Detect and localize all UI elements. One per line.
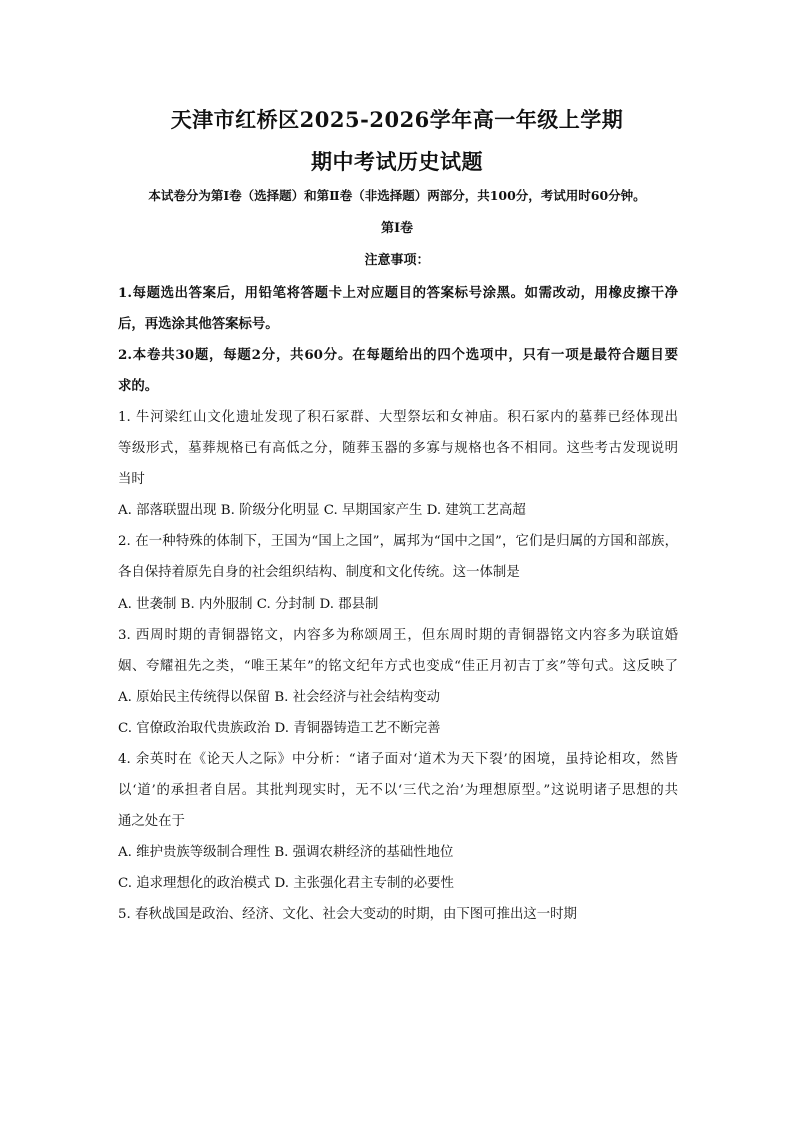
- question-1-options: A. 部落联盟出现 B. 阶级分化明显 C. 早期国家产生 D. 建筑工艺高超: [118, 503, 526, 518]
- notice-2-line-2: 求的。: [118, 378, 159, 394]
- question-2-options: A. 世袭制 B. 内外服制 C. 分封制 D. 郡县制: [118, 597, 379, 612]
- exam-title-line2: 期中考试历史试题: [311, 149, 483, 174]
- question-2-stem-line-2: 各自保持着原先自身的社会组织结构、制度和文化传统。这一体制是: [118, 565, 520, 580]
- question-4-stem-line-3: 通之处在于: [118, 814, 185, 829]
- exam-title-line1: 天津市红桥区2025-2026学年高一年级上学期: [170, 107, 624, 132]
- notice-1-line-1: 1.每题选出答案后，用铅笔将答题卡上对应题目的答案标号涂黑。如需改动，用橡皮擦干净: [118, 285, 678, 301]
- question-3-stem-line-1: 3. 西周时期的青铜器铭文，内容多为称颂周王，但东周时期的青铜器铭文内容多为联谊婚: [118, 628, 678, 643]
- notice-2-line-1: 2.本卷共30题，每题2分，共60分。在每题给出的四个选项中，只有一项是最符合题目要: [118, 347, 678, 363]
- notice-1-line-2: 后，再选涂其他答案标号。: [118, 316, 279, 332]
- question-3-stem-line-2: 姻、夸耀祖先之类，“唯王某年”的铭文纪年方式也变成“佳正月初吉丁亥”等句式。这反映了: [118, 659, 678, 674]
- question-5-stem-line-1: 5. 春秋战国是政治、经济、文化、社会大变动的时期，由下图可推出这一时期: [118, 907, 577, 922]
- question-3-options-line-1: A. 原始民主传统得以保留 B. 社会经济与社会结构变动: [118, 690, 440, 705]
- question-4-options-line-2: C. 追求理想化的政治模式 D. 主张强化君主专制的必要性: [118, 876, 454, 891]
- section-heading: 第Ⅰ卷: [380, 221, 414, 236]
- exam-info: 本试卷分为第Ⅰ卷（选择题）和第Ⅱ卷（非选择题）两部分，共100分，考试用时60分钟。: [148, 188, 646, 203]
- question-3-options-line-2: C. 官僚政治取代贵族政治 D. 青铜器铸造工艺不断完善: [118, 721, 441, 736]
- question-4-stem-line-2: 以‘道’的承担者自居。其批判现实时，无不以‘三代之治’为理想原型。”这说明诸子思想的共: [118, 783, 678, 798]
- notice-heading: 注意事项：: [364, 253, 430, 268]
- question-1-stem-line-3: 当时: [118, 472, 145, 487]
- question-4-options-line-1: A. 维护贵族等级制合理性 B. 强调农耕经济的基础性地位: [118, 845, 454, 860]
- question-4-stem-line-1: 4. 余英时在《论天人之际》中分析：“诸子面对‘道术为天下裂’的困境，虽持论相攻，然皆: [118, 752, 678, 767]
- question-1-stem-line-1: 1. 牛河梁红山文化遗址发现了积石冢群、大型祭坛和女神庙。积石冢内的墓葬已经体现出: [118, 410, 678, 425]
- question-1-stem-line-2: 等级形式，墓葬规格已有高低之分，随葬玉器的多寡与规格也各不相同。这些考古发现说明: [118, 441, 678, 456]
- question-2-stem-line-1: 2. 在一种特殊的体制下，王国为“国上之国”，属邦为“国中之国”，它们是归属的方国和部族，: [118, 534, 678, 549]
